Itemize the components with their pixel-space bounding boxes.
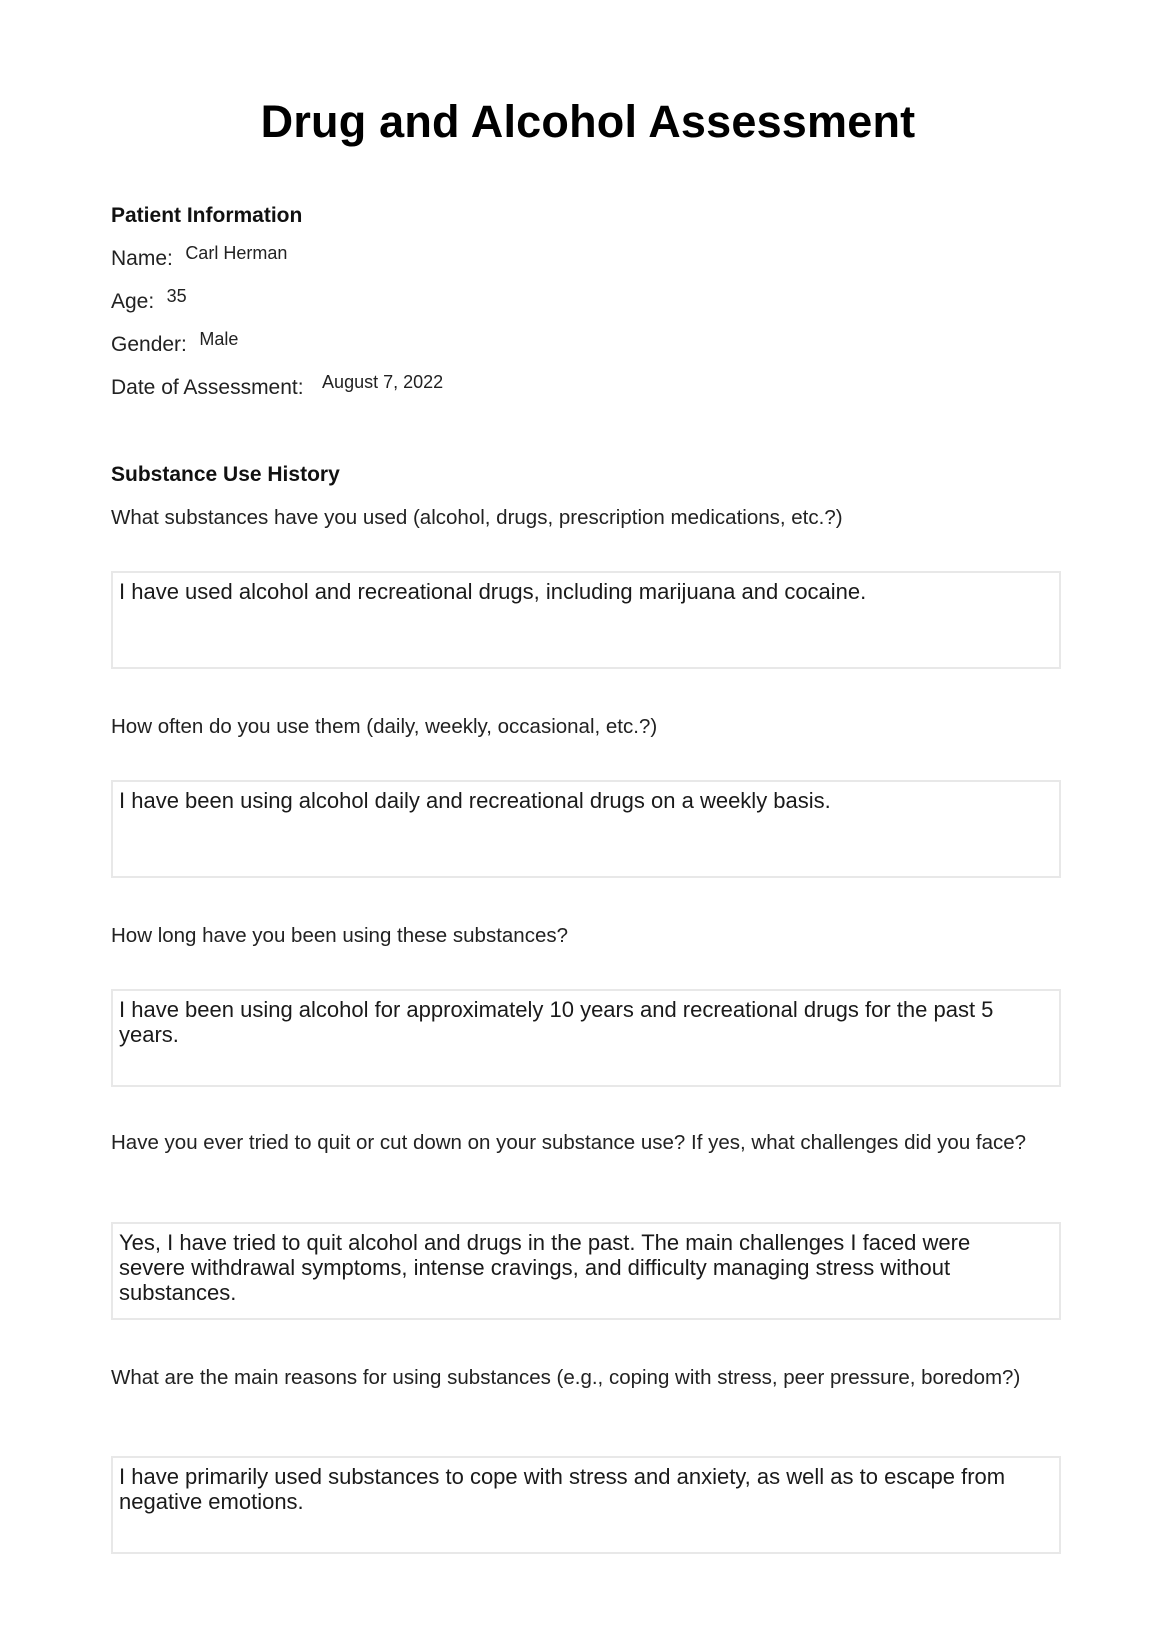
age-value[interactable]: 35 (166, 286, 187, 306)
age-field (111, 286, 187, 314)
question-reasons: What are the main reasons for using substances (e.g., coping with stress, peer pressure, boredom?) (111, 1366, 1021, 1389)
name-label: Name: (111, 247, 173, 270)
answer-substances-used: I have used alcohol and recreational drugs, including marijuana and cocaine. (119, 579, 867, 604)
question-quit-attempts: Have you ever tried to quit or cut down on your substance use? If yes, what challenges did you face? (111, 1131, 1027, 1154)
answer-box-frequency[interactable] (111, 780, 1061, 878)
name-field (111, 243, 288, 271)
question-substances-used: What substances have you used (alcohol, drugs, prescription medications, etc.?) (111, 506, 843, 529)
answer-duration: I have been using alcohol for approximately 10 years and recreational drugs for the past 5 years. (119, 997, 994, 1047)
answer-quit-attempts: Yes, I have tried to quit alcohol and drugs in the past. The main challenges I faced were severe withdrawal symptoms, intense cravings, and difficulty managing stress without substances. (119, 1230, 971, 1305)
answer-reasons: I have primarily used substances to cope with stress and anxiety, as well as to escape from negative emotions. (119, 1464, 1006, 1514)
gender-label: Gender: (111, 333, 187, 356)
date-of-assessment-label: Date of Assessment: (111, 376, 304, 399)
gender-field (111, 329, 239, 357)
answer-box-reasons[interactable] (111, 1456, 1061, 1554)
answer-box-substances-used[interactable] (111, 571, 1061, 669)
gender-value[interactable]: Male (199, 329, 239, 349)
name-value[interactable]: Carl Herman (185, 243, 288, 263)
age-label: Age: (111, 290, 155, 313)
answer-frequency: I have been using alcohol daily and recreational drugs on a weekly basis. (119, 788, 831, 813)
page-title: Drug and Alcohol Assessment (260, 96, 916, 147)
substance-use-history-heading: Substance Use History (111, 463, 340, 486)
answer-box-duration[interactable] (111, 989, 1061, 1087)
date-of-assessment-field (111, 372, 444, 400)
patient-information-heading: Patient Information (111, 204, 303, 227)
question-frequency: How often do you use them (daily, weekly, occasional, etc.?) (111, 715, 658, 738)
date-of-assessment-value[interactable]: August 7, 2022 (322, 372, 444, 392)
answer-box-quit-attempts[interactable] (111, 1222, 1061, 1320)
question-duration: How long have you been using these substances? (111, 924, 569, 947)
